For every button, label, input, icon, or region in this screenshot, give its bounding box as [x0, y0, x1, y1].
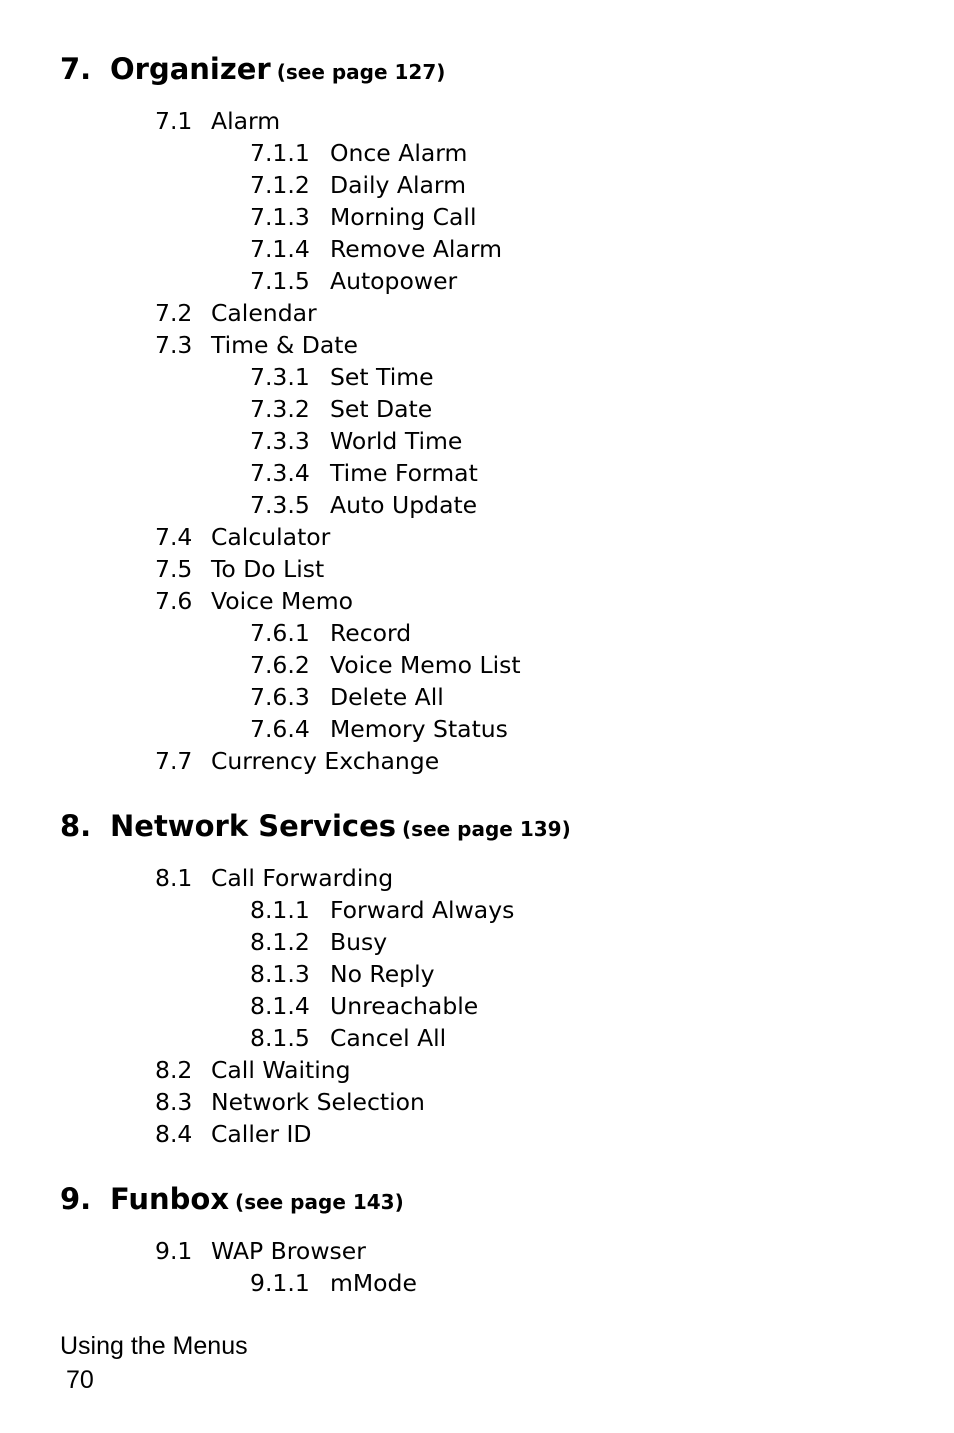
submenu-item — [250, 393, 432, 425]
submenu-item-number: 7.6.1 — [250, 619, 310, 647]
menu-item-number: 8.2 — [155, 1056, 193, 1084]
menu-item-label: Network Selection — [211, 1088, 425, 1116]
section-heading — [60, 809, 571, 843]
submenu-item — [250, 361, 434, 393]
menu-item-label: Calculator — [211, 523, 331, 551]
menu-item-number: 7.4 — [155, 523, 193, 551]
submenu-item-number: 9.1.1 — [250, 1269, 310, 1297]
menu-item-number: 7.5 — [155, 555, 193, 583]
submenu-item-label: Daily Alarm — [330, 171, 467, 199]
submenu-item-label: Set Date — [330, 395, 433, 423]
menu-item-label: Caller ID — [211, 1120, 312, 1148]
submenu-item — [250, 713, 508, 745]
submenu-item-number: 8.1.3 — [250, 960, 310, 988]
submenu-item — [250, 894, 514, 926]
submenu-item-number: 7.6.2 — [250, 651, 310, 679]
submenu-item-number: 7.3.4 — [250, 459, 310, 487]
menu-item — [155, 1086, 425, 1118]
submenu-item-number: 7.1.2 — [250, 171, 310, 199]
submenu-item-label: Once Alarm — [330, 139, 468, 167]
submenu-item — [250, 1022, 446, 1054]
menu-item-label: Call Waiting — [211, 1056, 351, 1084]
submenu-item-label: Set Time — [330, 363, 434, 391]
section-title: Funbox — [110, 1182, 230, 1216]
section-page-reference: (see page 139) — [402, 817, 571, 841]
submenu-item-number: 7.3.1 — [250, 363, 310, 391]
submenu-item — [250, 201, 476, 233]
menu-item — [155, 521, 330, 553]
submenu-item-number: 7.6.3 — [250, 683, 310, 711]
submenu-item-number: 7.1.5 — [250, 267, 310, 295]
menu-item-label: Alarm — [211, 107, 281, 135]
submenu-item-number: 8.1.2 — [250, 928, 310, 956]
submenu-item-label: Record — [330, 619, 412, 647]
submenu-item-number: 7.6.4 — [250, 715, 310, 743]
menu-item — [155, 297, 317, 329]
submenu-item — [250, 265, 457, 297]
submenu-item-label: Autopower — [330, 267, 458, 295]
submenu-item-label: Busy — [330, 928, 388, 956]
submenu-item — [250, 681, 444, 713]
submenu-item-label: No Reply — [330, 960, 435, 988]
submenu-item — [250, 990, 478, 1022]
menu-item-label: Time & Date — [211, 331, 358, 359]
menu-item-label: Currency Exchange — [211, 747, 440, 775]
section-page-reference: (see page 143) — [235, 1190, 404, 1214]
submenu-item-label: World Time — [330, 427, 463, 455]
menu-item-number: 9.1 — [155, 1237, 193, 1265]
menu-item — [155, 1235, 366, 1267]
menu-item-number: 7.6 — [155, 587, 193, 615]
submenu-item — [250, 425, 462, 457]
submenu-item-number: 8.1.1 — [250, 896, 310, 924]
menu-item-number: 7.1 — [155, 107, 193, 135]
menu-item-label: Call Forwarding — [211, 864, 394, 892]
section-page-reference: (see page 127) — [276, 60, 446, 84]
menu-item-number: 8.4 — [155, 1120, 193, 1148]
menu-item-label: Voice Memo — [211, 587, 354, 615]
submenu-item-label: Morning Call — [330, 203, 477, 231]
menu-item-number: 8.3 — [155, 1088, 193, 1116]
submenu-item-number: 7.1.4 — [250, 235, 310, 263]
submenu-item — [250, 1267, 417, 1299]
submenu-item-label: Time Format — [330, 459, 478, 487]
menu-item — [155, 329, 358, 361]
submenu-item-number: 8.1.4 — [250, 992, 310, 1020]
submenu-item — [250, 169, 466, 201]
submenu-item-label: Forward Always — [330, 896, 515, 924]
menu-item — [155, 585, 353, 617]
menu-item — [155, 1118, 311, 1150]
submenu-item-label: Unreachable — [330, 992, 479, 1020]
submenu-item-number: 7.1.1 — [250, 139, 310, 167]
submenu-item-number: 7.1.3 — [250, 203, 310, 231]
menu-item-number: 8.1 — [155, 864, 193, 892]
submenu-item — [250, 233, 502, 265]
section-heading — [60, 1182, 404, 1216]
section-number: 7. — [60, 52, 92, 86]
section-number: 8. — [60, 809, 92, 843]
menu-item — [155, 553, 324, 585]
submenu-item-label: Delete All — [330, 683, 444, 711]
submenu-item-label: Remove Alarm — [330, 235, 502, 263]
page-number: 70 — [66, 1366, 94, 1394]
menu-item-number: 7.3 — [155, 331, 193, 359]
submenu-item-label: Memory Status — [330, 715, 508, 743]
menu-item-number: 7.2 — [155, 299, 193, 327]
menu-item-label: To Do List — [211, 555, 325, 583]
submenu-item — [250, 489, 477, 521]
submenu-item-number: 7.3.3 — [250, 427, 310, 455]
menu-item — [155, 745, 439, 777]
menu-item — [155, 1054, 351, 1086]
menu-item — [155, 862, 393, 894]
submenu-item-label: mMode — [330, 1269, 417, 1297]
submenu-item-number: 7.3.2 — [250, 395, 310, 423]
submenu-item — [250, 617, 411, 649]
submenu-item — [250, 958, 435, 990]
footer-section-label: Using the Menus — [60, 1332, 248, 1360]
submenu-item-label: Cancel All — [330, 1024, 447, 1052]
section-number: 9. — [60, 1182, 92, 1216]
submenu-item-number: 7.3.5 — [250, 491, 310, 519]
section-title: Organizer — [110, 52, 271, 86]
submenu-item — [250, 457, 478, 489]
menu-item-label: WAP Browser — [211, 1237, 366, 1265]
submenu-item — [250, 649, 521, 681]
submenu-item — [250, 137, 467, 169]
submenu-item — [250, 926, 387, 958]
section-heading — [60, 52, 445, 86]
submenu-item-label: Auto Update — [330, 491, 478, 519]
section-title: Network Services — [110, 809, 397, 843]
submenu-item-number: 8.1.5 — [250, 1024, 310, 1052]
menu-item-label: Calendar — [211, 299, 317, 327]
menu-item-number: 7.7 — [155, 747, 193, 775]
submenu-item-label: Voice Memo List — [330, 651, 521, 679]
menu-item — [155, 105, 280, 137]
